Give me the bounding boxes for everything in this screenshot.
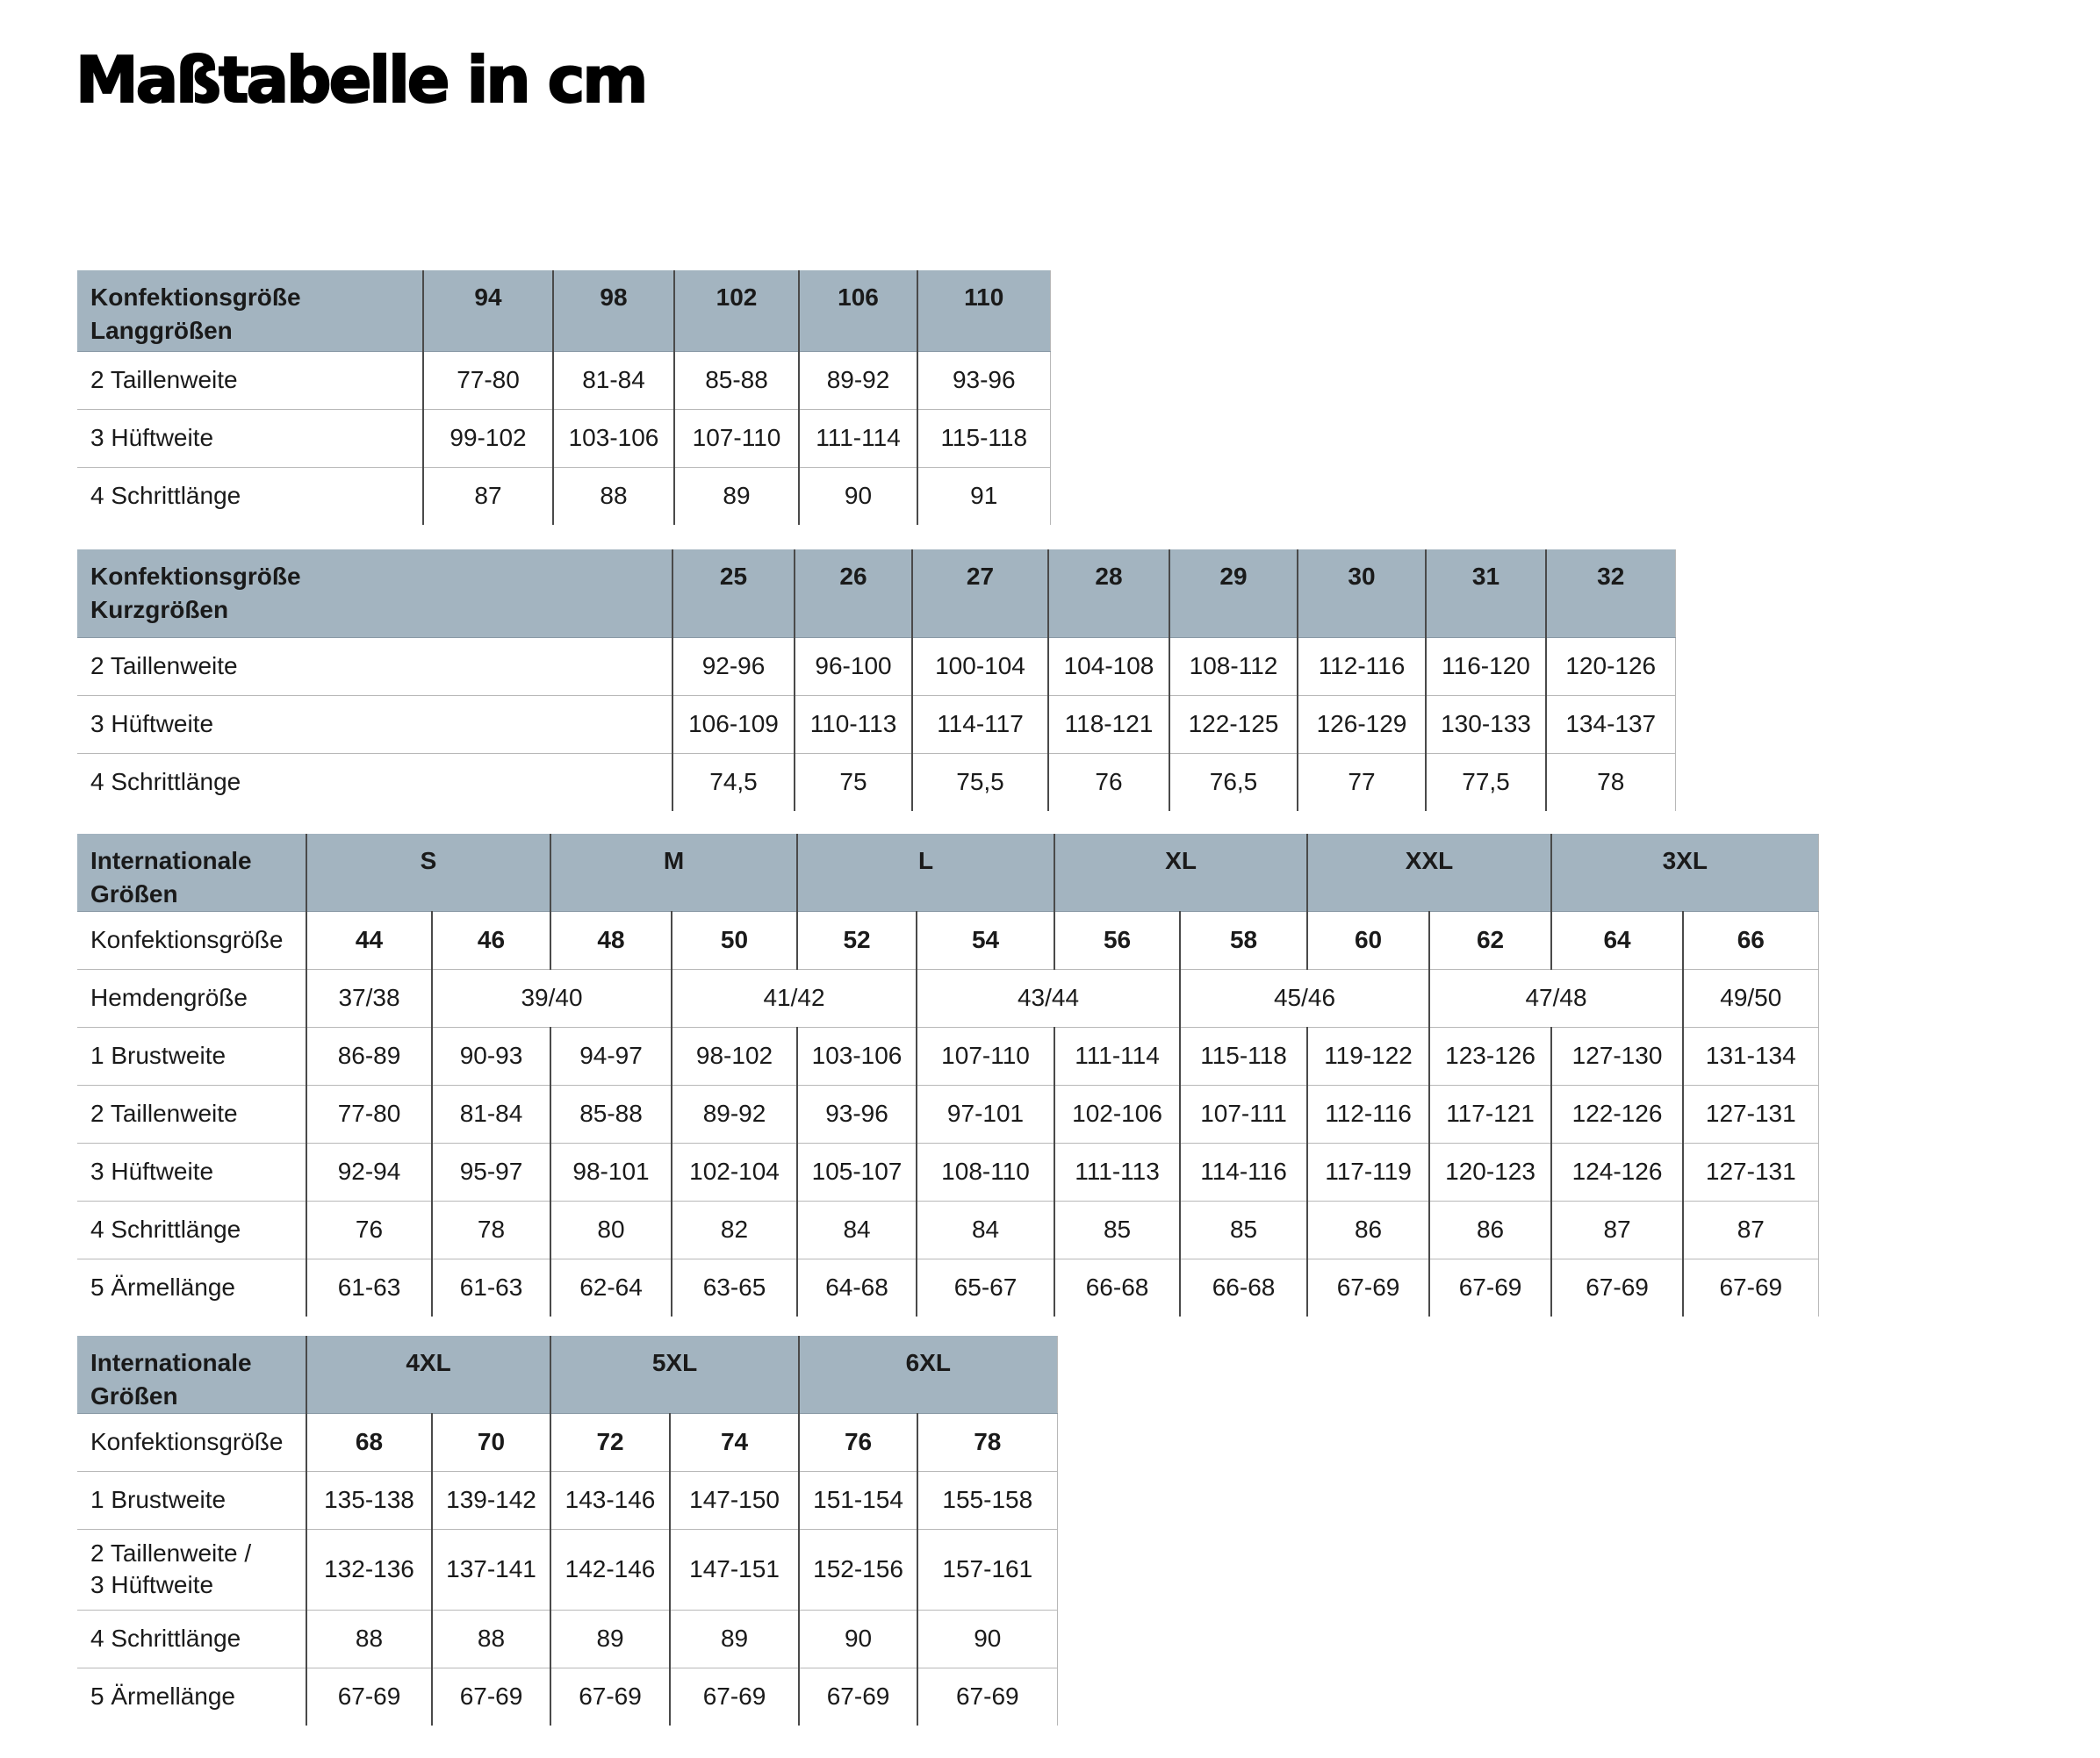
table-cell: 96-100 — [795, 637, 912, 695]
table-cell: 98-102 — [672, 1027, 797, 1085]
table-cell: 86-89 — [306, 1027, 432, 1085]
table-cell: 56 — [1054, 911, 1180, 969]
header-label: Internationale Größen — [77, 1336, 306, 1413]
size-header: 110 — [917, 270, 1050, 351]
table-cell: 98-101 — [550, 1143, 672, 1201]
row-label: 1 Brustweite — [77, 1471, 306, 1529]
table-cell: 88 — [306, 1610, 432, 1668]
size-header: 32 — [1546, 549, 1675, 637]
size-group-header: S — [306, 834, 550, 911]
table-cell: 87 — [1683, 1201, 1818, 1259]
table-cell: 155-158 — [917, 1471, 1057, 1529]
table-cell: 67-69 — [1683, 1259, 1818, 1317]
size-header: 31 — [1426, 549, 1546, 637]
table-cell: 86 — [1429, 1201, 1551, 1259]
table-cell: 85 — [1180, 1201, 1307, 1259]
table-cell: 82 — [672, 1201, 797, 1259]
table-cell: 100-104 — [912, 637, 1048, 695]
header-label: Internationale Größen — [77, 834, 306, 911]
table-cell: 104-108 — [1048, 637, 1169, 695]
table-cell: 127-130 — [1551, 1027, 1683, 1085]
table-cell: 92-94 — [306, 1143, 432, 1201]
table-cell: 142-146 — [550, 1529, 670, 1610]
table-cell: 137-141 — [432, 1529, 550, 1610]
table-cell: 90 — [799, 467, 917, 525]
table-cell: 66-68 — [1180, 1259, 1307, 1317]
table-cell: 115-118 — [917, 409, 1050, 467]
table-header-row — [77, 834, 1818, 911]
table-cell: 72 — [550, 1413, 670, 1471]
table-cell: 76 — [799, 1413, 917, 1471]
table-cell: 108-112 — [1169, 637, 1298, 695]
table-header-row — [77, 270, 1050, 351]
table-cell: 74 — [670, 1413, 799, 1471]
table-cell: 50 — [672, 911, 797, 969]
table-cell: 88 — [432, 1610, 550, 1668]
table-cell: 103-106 — [553, 409, 674, 467]
table-row — [77, 1027, 1818, 1085]
table-cell: 108-110 — [917, 1143, 1054, 1201]
row-label: Hemdengröße — [77, 969, 306, 1027]
table-row — [77, 1201, 1818, 1259]
size-header: 102 — [674, 270, 799, 351]
table-cell: 134-137 — [1546, 695, 1675, 753]
table-cell: 115-118 — [1180, 1027, 1307, 1085]
table-row — [77, 637, 1675, 695]
table-cell: 126-129 — [1298, 695, 1426, 753]
table-cell: 119-122 — [1307, 1027, 1429, 1085]
table-cell: 64 — [1551, 911, 1683, 969]
row-label: 3 Hüftweite — [77, 1143, 306, 1201]
table-cell: 117-121 — [1429, 1085, 1551, 1143]
table-cell: 76 — [1048, 753, 1169, 811]
table-cell: 46 — [432, 911, 550, 969]
table-cell: 41/42 — [672, 969, 917, 1027]
table-cell: 78 — [917, 1413, 1057, 1471]
table-cell: 93-96 — [917, 351, 1050, 409]
size-header: 30 — [1298, 549, 1426, 637]
size-header: 29 — [1169, 549, 1298, 637]
table-cell: 89-92 — [672, 1085, 797, 1143]
table-cell: 110-113 — [795, 695, 912, 753]
table-cell: 102-106 — [1054, 1085, 1180, 1143]
size-header: 98 — [553, 270, 674, 351]
table-cell: 66-68 — [1054, 1259, 1180, 1317]
row-label: 1 Brustweite — [77, 1027, 306, 1085]
table-row — [77, 1529, 1057, 1610]
table-row — [77, 695, 1675, 753]
table-row — [77, 1610, 1057, 1668]
table-cell: 45/46 — [1180, 969, 1429, 1027]
table-cell: 120-123 — [1429, 1143, 1551, 1201]
table-cell: 122-125 — [1169, 695, 1298, 753]
table-cell: 89 — [550, 1610, 670, 1668]
table-cell: 116-120 — [1426, 637, 1546, 695]
table-cell: 61-63 — [306, 1259, 432, 1317]
row-label: Konfektionsgröße — [77, 1413, 306, 1471]
size-header: 94 — [423, 270, 553, 351]
table-row — [77, 467, 1050, 525]
size-group-header: M — [550, 834, 797, 911]
table-cell: 84 — [917, 1201, 1054, 1259]
row-label: 2 Taillenweite — [77, 637, 672, 695]
table-cell: 130-133 — [1426, 695, 1546, 753]
table-cell: 64-68 — [797, 1259, 917, 1317]
table-cell: 80 — [550, 1201, 672, 1259]
table-cell: 151-154 — [799, 1471, 917, 1529]
size-group-header: 5XL — [550, 1336, 799, 1413]
table-row — [77, 351, 1050, 409]
table-cell: 43/44 — [917, 969, 1180, 1027]
table-cell: 67-69 — [917, 1668, 1057, 1726]
size-group-header: 4XL — [306, 1336, 550, 1413]
row-label: 2 Taillenweite / 3 Hüftweite — [77, 1529, 306, 1610]
table-cell: 62 — [1429, 911, 1551, 969]
long-sizes-table — [77, 270, 1051, 525]
table-cell: 85 — [1054, 1201, 1180, 1259]
international-plus-sizes-table — [77, 1336, 1058, 1726]
table-cell: 114-116 — [1180, 1143, 1307, 1201]
table-cell: 84 — [797, 1201, 917, 1259]
table-cell: 81-84 — [432, 1085, 550, 1143]
table-cell: 67-69 — [306, 1668, 432, 1726]
table-cell: 63-65 — [672, 1259, 797, 1317]
size-header: 106 — [799, 270, 917, 351]
table-cell: 39/40 — [432, 969, 672, 1027]
row-label: 3 Hüftweite — [77, 409, 423, 467]
table-cell: 90 — [917, 1610, 1057, 1668]
table-cell: 87 — [423, 467, 553, 525]
table-cell: 143-146 — [550, 1471, 670, 1529]
table-cell: 67-69 — [1551, 1259, 1683, 1317]
table-cell: 132-136 — [306, 1529, 432, 1610]
table-row — [77, 1471, 1057, 1529]
table-cell: 87 — [1551, 1201, 1683, 1259]
table-row — [77, 409, 1050, 467]
table-cell: 66 — [1683, 911, 1818, 969]
table-row — [77, 911, 1818, 969]
table-cell: 54 — [917, 911, 1054, 969]
table-cell: 48 — [550, 911, 672, 969]
table-cell: 67-69 — [432, 1668, 550, 1726]
table-cell: 91 — [917, 467, 1050, 525]
table-cell: 114-117 — [912, 695, 1048, 753]
table-cell: 94-97 — [550, 1027, 672, 1085]
table-cell: 77-80 — [306, 1085, 432, 1143]
header-label: Konfektionsgröße Kurzgrößen — [77, 549, 672, 637]
table-cell: 89 — [670, 1610, 799, 1668]
table-cell: 67-69 — [550, 1668, 670, 1726]
table-cell: 67-69 — [670, 1668, 799, 1726]
table-cell: 81-84 — [553, 351, 674, 409]
table-cell: 122-126 — [1551, 1085, 1683, 1143]
table-cell: 127-131 — [1683, 1143, 1818, 1201]
table-header-row — [77, 1336, 1057, 1413]
table-cell: 52 — [797, 911, 917, 969]
table-cell: 124-126 — [1551, 1143, 1683, 1201]
table-row — [77, 1143, 1818, 1201]
table-cell: 49/50 — [1683, 969, 1818, 1027]
table-row — [77, 969, 1818, 1027]
table-row — [77, 1259, 1818, 1317]
table-cell: 86 — [1307, 1201, 1429, 1259]
table-cell: 77 — [1298, 753, 1426, 811]
table-cell: 75,5 — [912, 753, 1048, 811]
row-label: 5 Ärmellänge — [77, 1259, 306, 1317]
table-cell: 85-88 — [674, 351, 799, 409]
table-cell: 67-69 — [1429, 1259, 1551, 1317]
table-cell: 67-69 — [1307, 1259, 1429, 1317]
row-label: 5 Ärmellänge — [77, 1668, 306, 1726]
table-cell: 78 — [1546, 753, 1675, 811]
row-label: 4 Schrittlänge — [77, 1201, 306, 1259]
table-cell: 105-107 — [797, 1143, 917, 1201]
table-cell: 85-88 — [550, 1085, 672, 1143]
table-cell: 111-113 — [1054, 1143, 1180, 1201]
size-header: 28 — [1048, 549, 1169, 637]
table-cell: 103-106 — [797, 1027, 917, 1085]
table-cell: 95-97 — [432, 1143, 550, 1201]
row-label: 3 Hüftweite — [77, 695, 672, 753]
size-group-header: L — [797, 834, 1054, 911]
table-cell: 47/48 — [1429, 969, 1683, 1027]
size-header: 27 — [912, 549, 1048, 637]
table-cell: 111-114 — [1054, 1027, 1180, 1085]
table-cell: 152-156 — [799, 1529, 917, 1610]
table-cell: 76 — [306, 1201, 432, 1259]
table-cell: 120-126 — [1546, 637, 1675, 695]
table-cell: 90 — [799, 1610, 917, 1668]
table-cell: 117-119 — [1307, 1143, 1429, 1201]
table-cell: 68 — [306, 1413, 432, 1471]
table-cell: 74,5 — [672, 753, 795, 811]
table-cell: 88 — [553, 467, 674, 525]
table-cell: 76,5 — [1169, 753, 1298, 811]
table-cell: 93-96 — [797, 1085, 917, 1143]
size-group-header: XL — [1054, 834, 1307, 911]
table-cell: 135-138 — [306, 1471, 432, 1529]
table-cell: 67-69 — [799, 1668, 917, 1726]
table-cell: 37/38 — [306, 969, 432, 1027]
table-cell: 60 — [1307, 911, 1429, 969]
table-cell: 157-161 — [917, 1529, 1057, 1610]
row-label: 4 Schrittlänge — [77, 1610, 306, 1668]
table-cell: 127-131 — [1683, 1085, 1818, 1143]
size-group-header: XXL — [1307, 834, 1551, 911]
table-cell: 107-111 — [1180, 1085, 1307, 1143]
table-cell: 111-114 — [799, 409, 917, 467]
row-label: 4 Schrittlänge — [77, 753, 672, 811]
row-label: 2 Taillenweite — [77, 1085, 306, 1143]
table-cell: 131-134 — [1683, 1027, 1818, 1085]
row-label: 2 Taillenweite — [77, 351, 423, 409]
table-cell: 139-142 — [432, 1471, 550, 1529]
table-cell: 75 — [795, 753, 912, 811]
table-cell: 112-116 — [1307, 1085, 1429, 1143]
short-sizes-table — [77, 549, 1676, 811]
table-cell: 147-150 — [670, 1471, 799, 1529]
size-header: 25 — [672, 549, 795, 637]
table-cell: 102-104 — [672, 1143, 797, 1201]
table-cell: 123-126 — [1429, 1027, 1551, 1085]
table-cell: 112-116 — [1298, 637, 1426, 695]
table-cell: 70 — [432, 1413, 550, 1471]
table-cell: 78 — [432, 1201, 550, 1259]
row-label: 4 Schrittlänge — [77, 467, 423, 525]
size-group-header: 6XL — [799, 1336, 1057, 1413]
table-cell: 92-96 — [672, 637, 795, 695]
table-header-row — [77, 549, 1675, 637]
table-cell: 77,5 — [1426, 753, 1546, 811]
table-cell: 90-93 — [432, 1027, 550, 1085]
table-cell: 99-102 — [423, 409, 553, 467]
table-cell: 44 — [306, 911, 432, 969]
table-row — [77, 1085, 1818, 1143]
page-title: Maßtabelle in cm — [76, 43, 646, 117]
table-cell: 106-109 — [672, 695, 795, 753]
table-row — [77, 1413, 1057, 1471]
table-cell: 107-110 — [674, 409, 799, 467]
size-group-header: 3XL — [1551, 834, 1818, 911]
table-cell: 77-80 — [423, 351, 553, 409]
size-header: 26 — [795, 549, 912, 637]
table-cell: 58 — [1180, 911, 1307, 969]
table-cell: 97-101 — [917, 1085, 1054, 1143]
international-sizes-table — [77, 834, 1819, 1317]
table-cell: 107-110 — [917, 1027, 1054, 1085]
table-row — [77, 1668, 1057, 1726]
table-cell: 65-67 — [917, 1259, 1054, 1317]
header-label: Konfektionsgröße Langgrößen — [77, 270, 423, 351]
row-label: Konfektionsgröße — [77, 911, 306, 969]
table-cell: 89 — [674, 467, 799, 525]
table-cell: 118-121 — [1048, 695, 1169, 753]
table-row — [77, 753, 1675, 811]
table-cell: 89-92 — [799, 351, 917, 409]
table-cell: 61-63 — [432, 1259, 550, 1317]
table-cell: 62-64 — [550, 1259, 672, 1317]
table-cell: 147-151 — [670, 1529, 799, 1610]
